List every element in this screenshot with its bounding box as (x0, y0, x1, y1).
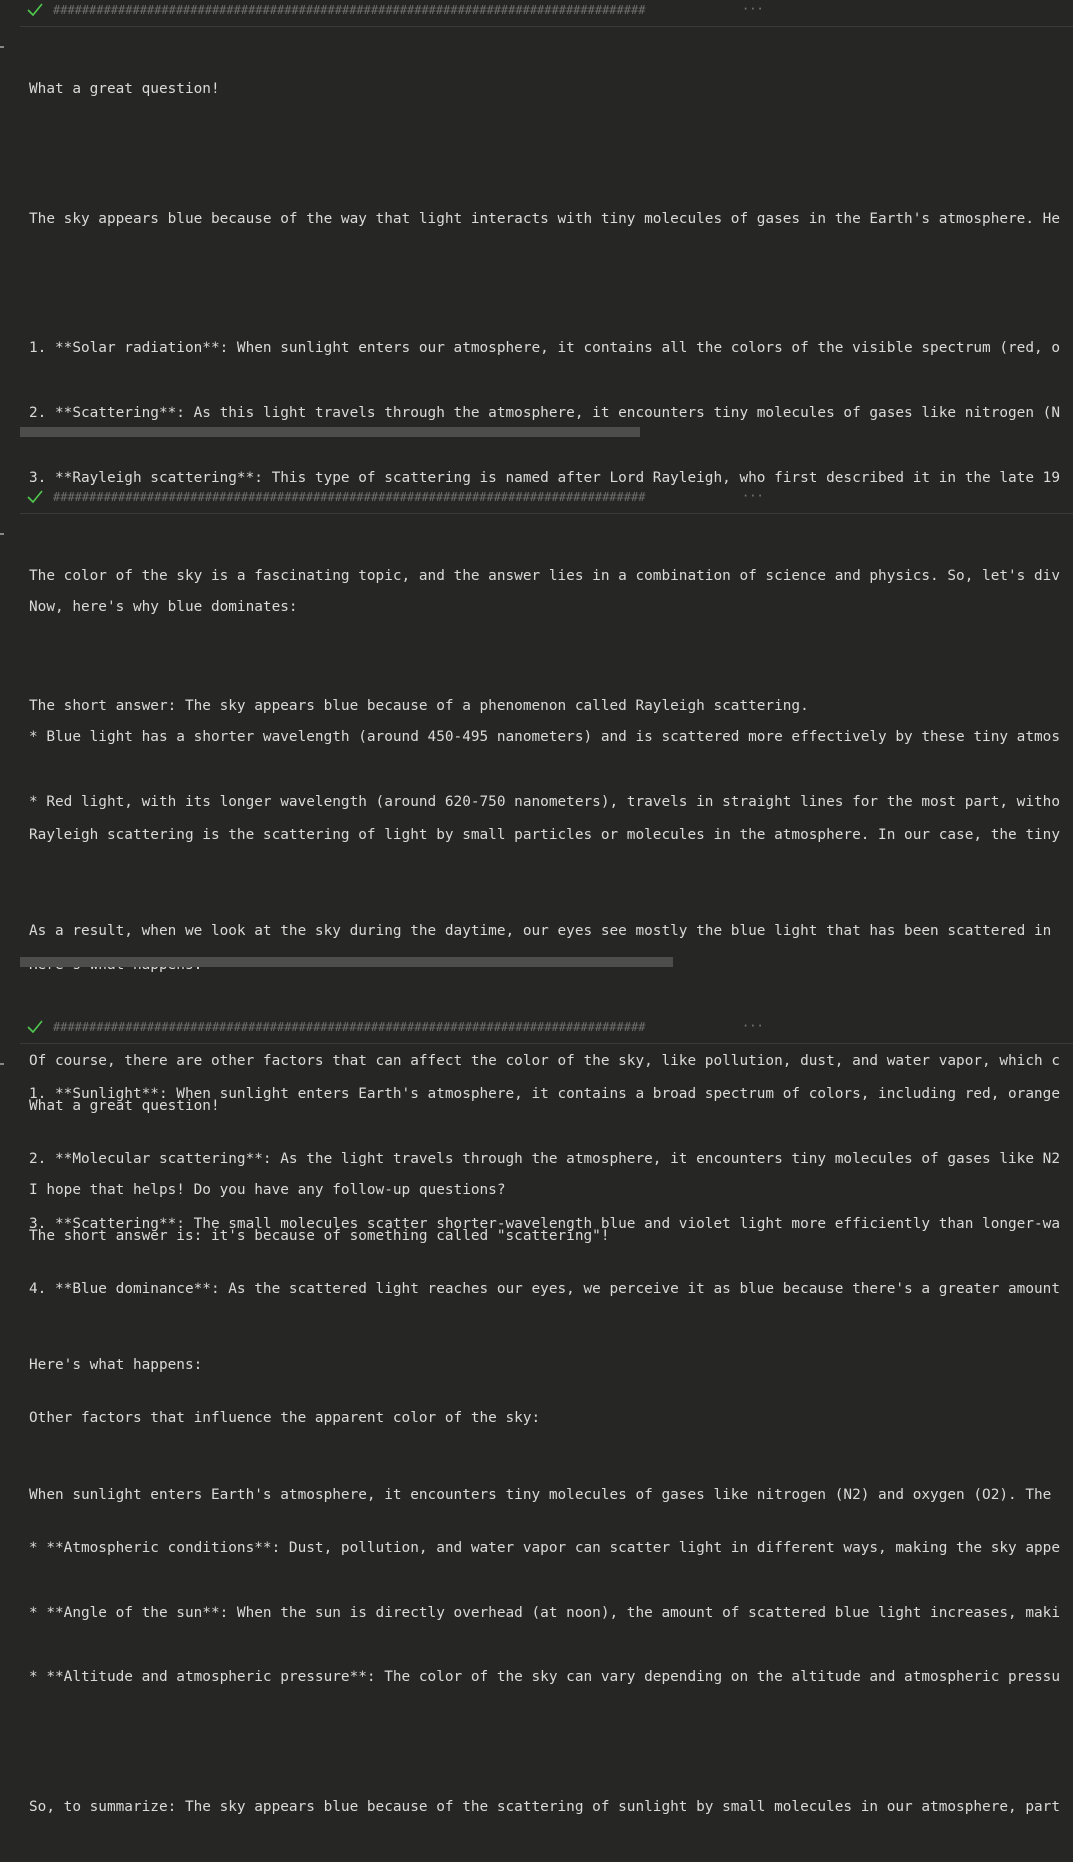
output-line: 1. **Sunlight**: When sunlight enters Earth's atmosphere, it contains a broad spectrum of colors, including red, orange (29, 1086, 1061, 1103)
output-line: What a great question! (29, 81, 220, 98)
output-line (29, 631, 1073, 653)
progress-bar-text: ################################################################################## (53, 490, 646, 504)
output-line: What a great question! (29, 1098, 220, 1115)
output-line: * Red light, with its longer wavelength (around 620-750 nanometers), travels in straight lines for the most part, witho (29, 793, 1061, 810)
output-line: 4. **Blue dominance**: As the scattered light reaches our eyes, we perceive it as blue because there's a greater amount (29, 1280, 1061, 1297)
output-line: The short answer is: it's because of something called "scattering"! (29, 1227, 610, 1244)
output-line (29, 144, 1073, 166)
output-line: 1. **Solar radiation**: When sunlight enters our atmosphere, it contains all the colors of the visible spectrum (red, o (29, 340, 1061, 357)
output-line: * Blue light has a shorter wavelength (around 450-495 nanometers) and is scattered more effectively by these tiny atmos (29, 729, 1061, 745)
output-line: Here's what happens: (29, 1357, 203, 1374)
cell-divider (20, 513, 1073, 514)
output-line: Of course, there are other factors that can affect the color of the sky, like pollution, dust, and water vapor, which c (29, 1052, 1061, 1069)
output-line (29, 1161, 1073, 1183)
horizontal-scrollbar[interactable] (20, 427, 640, 437)
output-line: So, to summarize: The sky appears blue because of the scattering of sunlight by small molecules in our atmosphere, part (29, 1799, 1061, 1816)
output-line: I hope that helps! Do you have any follow-up questions? (29, 1182, 506, 1199)
output-line: * **Altitude and atmospheric pressure**: The color of the sky can vary depending on the altitude and atmospheric pressu (29, 1669, 1061, 1686)
progress-bar-text: ################################################################################## (53, 3, 646, 17)
output-line (29, 761, 1073, 783)
more-actions-button[interactable]: ··· (742, 489, 764, 503)
output-line: 2. **Molecular scattering**: As the light travels through the atmosphere, it encounters tiny molecules of gases like N2 (29, 1151, 1061, 1168)
output-line (29, 1732, 1073, 1754)
output-line: When sunlight enters Earth's atmosphere, it encounters tiny molecules of gases like nitrogen (N2) and oxygen (O2). The (29, 1486, 1052, 1503)
output-line: The short answer: The sky appears blue because of a phenomenon called Rayleigh scattering. (29, 697, 809, 714)
output-line: Rayleigh scattering is the scattering of light by small particles or molecules in the atmosphere. In our case, the tiny (29, 827, 1061, 844)
output-line (29, 1420, 1073, 1442)
cell-status-bar (0, 487, 1073, 509)
check-icon (26, 2, 44, 18)
output-line (29, 890, 1073, 912)
output-line: As a result, when we look at the sky during the daytime, our eyes see mostly the blue light that has been scattered in (29, 923, 1052, 940)
check-icon (26, 489, 44, 505)
output-line: The sky appears blue because of the way that light interacts with tiny molecules of gases in the Earth's atmosphere. He (29, 210, 1061, 227)
output-line (29, 274, 1073, 296)
output-line: Other factors that influence the apparent color of the sky: (29, 1410, 541, 1427)
output-line: 3. **Rayleigh scattering**: This type of scattering is named after Lord Rayleigh, who first described it in the late 19 (29, 469, 1061, 486)
horizontal-scrollbar[interactable] (20, 957, 673, 967)
cell-divider (20, 1043, 1073, 1044)
output-line: The color of the sky is a fascinating topic, and the answer lies in a combination of science and physics. So, let's div (29, 568, 1061, 585)
more-actions-button[interactable]: ··· (742, 1019, 764, 1033)
output-line: * **Angle of the sun**: When the sun is directly overhead (at noon), the amount of scattered blue light increases, maki (29, 1604, 1061, 1621)
output-line (29, 1291, 1073, 1313)
cell-divider (20, 26, 1073, 27)
cell-status-bar (0, 1017, 1073, 1039)
collapse-output-handle[interactable] (0, 46, 4, 48)
output-line: 3. **Scattering**: The small molecules scatter shorter-wavelength blue and violet light more efficiently than longer-wa (29, 1216, 1061, 1232)
collapse-output-handle[interactable] (0, 533, 4, 535)
progress-bar-text: ################################################################################## (53, 1020, 646, 1034)
output-line: 2. **Scattering**: As this light travels through the atmosphere, it encounters tiny molecules of gases like nitrogen (N (29, 405, 1061, 422)
check-icon (26, 1019, 44, 1035)
output-line: * **Atmospheric conditions**: Dust, pollution, and water vapor can scatter light in different ways, making the sky appe (29, 1539, 1061, 1556)
output-line: Now, here's why blue dominates: (29, 599, 298, 616)
collapse-output-handle[interactable] (0, 1063, 4, 1065)
more-actions-button[interactable]: ··· (742, 2, 764, 16)
cell-status-bar (0, 0, 1073, 22)
